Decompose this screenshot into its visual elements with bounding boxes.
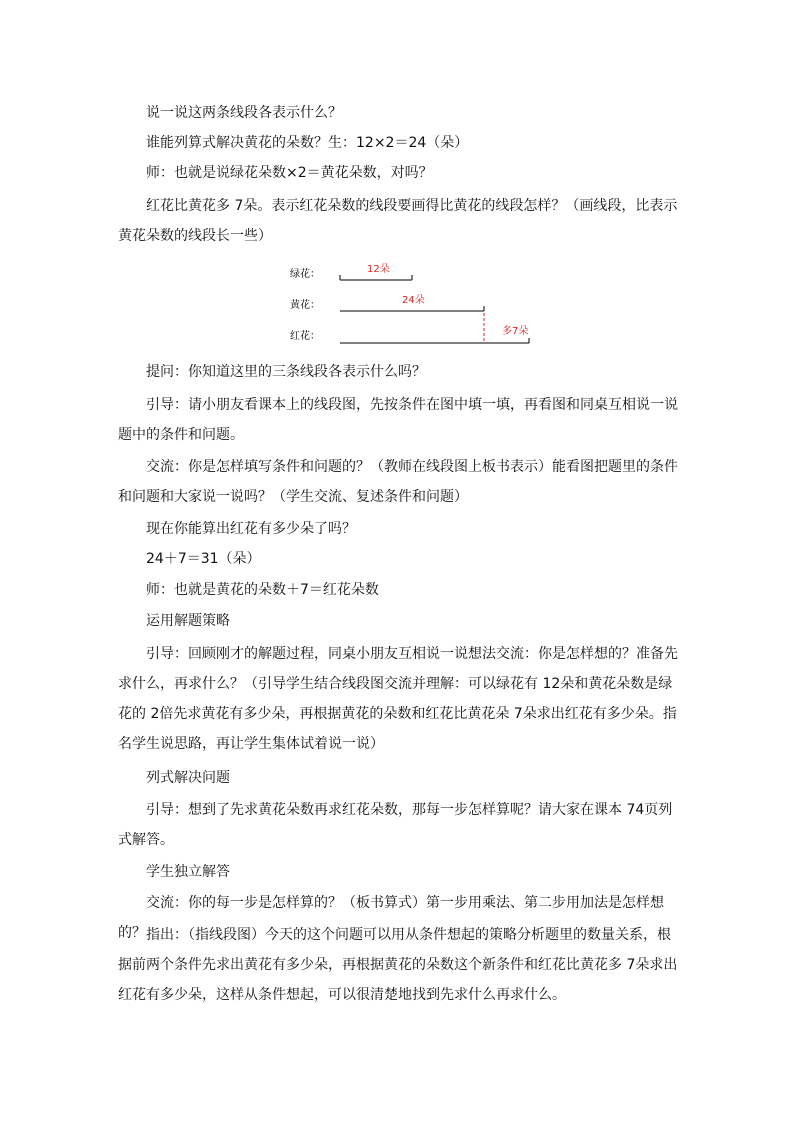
paragraph-7: 交流：你是怎样填写条件和问题的？（教师在线段图上板书表示）能看图把题里的条件和问题和大家说一说吗？（学生交流、复述条件和问题） xyxy=(118,459,678,505)
paragraph-3: 师：也就是说绿花朵数×2＝黄花朵数，对吗？ xyxy=(146,165,433,181)
paragraph-4: 红花比黄花多 7朵。表示红花朵数的线段要画得比黄花的线段怎样？（画线段，比表示黄花朵数的线段长一些） xyxy=(118,198,678,244)
yellow-label: 黄花： xyxy=(290,300,320,311)
green-label: 绿花： xyxy=(290,269,320,280)
paragraph-14: 指出：（指线段图）今天的这个问题可以用从条件想起的策略分析题里的数量关系，根据前两个条件先求出黄花有多少朵，再根据黄花的朵数这个新条件和红花比黄花多 7朵求出红花有多少朵，这样从条件想起，可以很清楚地找到先求什么再求什么。 xyxy=(118,927,678,1003)
paragraph-8: 现在你能算出红花有多少朵了吗？ xyxy=(146,521,356,537)
paragraph-9: 24＋7＝31（朵） xyxy=(146,551,261,567)
paragraph-2: 谁能列算式解决黄花的朵数？生：12×2＝24（朵） xyxy=(146,135,469,151)
red-extra-annotation: 多7朵 xyxy=(502,326,529,337)
section-heading-strategy: 运用解题策略 xyxy=(146,613,230,629)
green-count-annotation: 12朵 xyxy=(367,264,390,275)
section-heading-independent: 学生独立解答 xyxy=(146,864,230,880)
paragraph-13: 交流：你的每一步是怎样算的？（板书算式）第一步用乘法、第二步用加法是怎样想的？ xyxy=(118,895,664,941)
line-segment-diagram xyxy=(286,258,546,350)
paragraph-12: 引导：想到了先求黄花朵数再求红花朵数，那每一步怎样算呢？请大家在课本 74页列式解答。 xyxy=(118,802,673,848)
paragraph-1: 说一说这两条线段各表示什么？ xyxy=(146,105,342,121)
section-heading-solve: 列式解决问题 xyxy=(146,770,230,786)
red-label: 红花： xyxy=(290,331,320,342)
paragraph-5: 提问：你知道这里的三条线段各表示什么吗？ xyxy=(146,364,426,380)
paragraph-6: 引导：请小朋友看课本上的线段图，先按条件在图中填一填，再看图和同桌互相说一说题中的条件和问题。 xyxy=(118,397,678,443)
paragraph-10: 师：也就是黄花的朵数＋7＝红花朵数 xyxy=(146,582,379,598)
yellow-count-annotation: 24朵 xyxy=(402,295,425,306)
paragraph-11: 引导：回顾刚才的解题过程，同桌小朋友互相说一说想法交流：你是怎样想的？准备先求什么，再求什么？（引导学生结合线段图交流并理解：可以绿花有 12朵和黄花朵数是绿花的 2倍先求黄花有多少朵，再根据黄花的朵数和红花比黄花朵 7朵求出红花有多少朵。指名学生说思路，再让学生集体试着说一说） xyxy=(118,646,678,752)
